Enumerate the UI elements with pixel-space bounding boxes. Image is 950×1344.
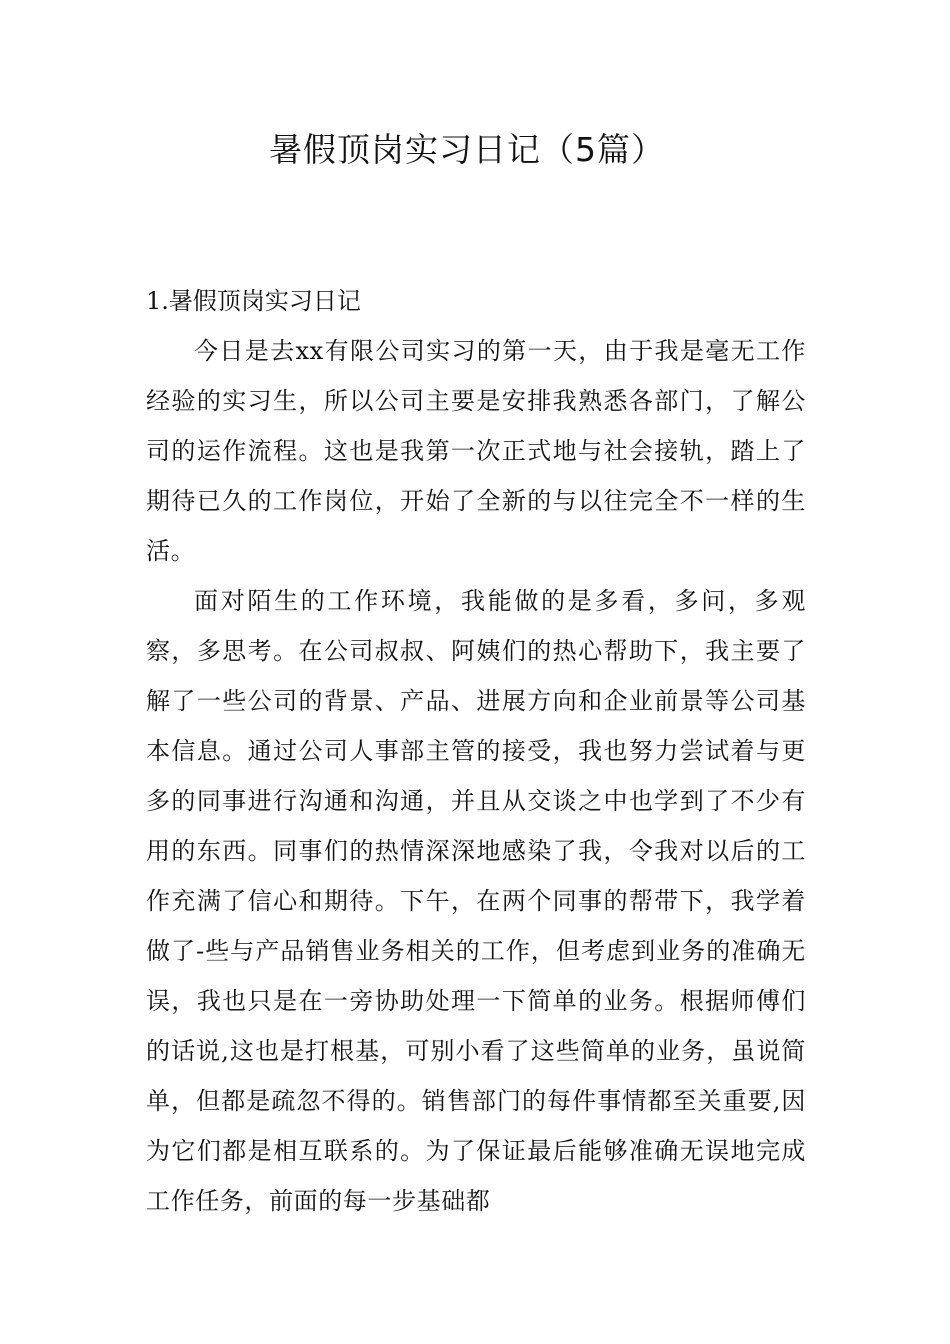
document-body xyxy=(146,276,806,1226)
section-heading: 1.暑假顶岗实习日记 xyxy=(146,287,361,315)
paragraph-1: 今日是去xx有限公司实习的第一天，由于我是毫无工作经验的实习生，所以公司主要是安排我熟悉各部门，了解公司的运作流程。这也是我第一次正式地与社会接轨，踏上了期待已久的工作岗位，开始了全新的与以往完全不一样的生活。 xyxy=(146,337,806,565)
document-title: 暑假顶岗实习日记（5篇） xyxy=(269,130,665,169)
paragraph-2: 面对陌生的工作环境，我能做的是多看，多问，多观察，多思考。在公司叔叔、阿姨们的热心帮助下，我主要了解了一些公司的背景、产品、进展方向和企业前景等公司基本信息。通过公司人事部主管的接受，我也努力尝试着与更多的同事进行沟通和沟通，并且从交谈之中也学到了不少有用的东西。同事们的热情深深地感染了我，令我对以后的工作充满了信心和期待。下午，在两个同事的帮带下，我学着做了-些与产品销售业务相关的工作，但考虑到业务的准确无误，我也只是在一旁协助处理一下简单的业务。根据师傅们的话说,这也是打根基，可别小看了这些简单的业务，虽说简单，但都是疏忽不得的。销售部门的每件事情都至关重要,因为它们都是相互联系的。为了保证最后能够准确无误地完成工作任务，前面的每一步基础都 xyxy=(146,587,806,1215)
